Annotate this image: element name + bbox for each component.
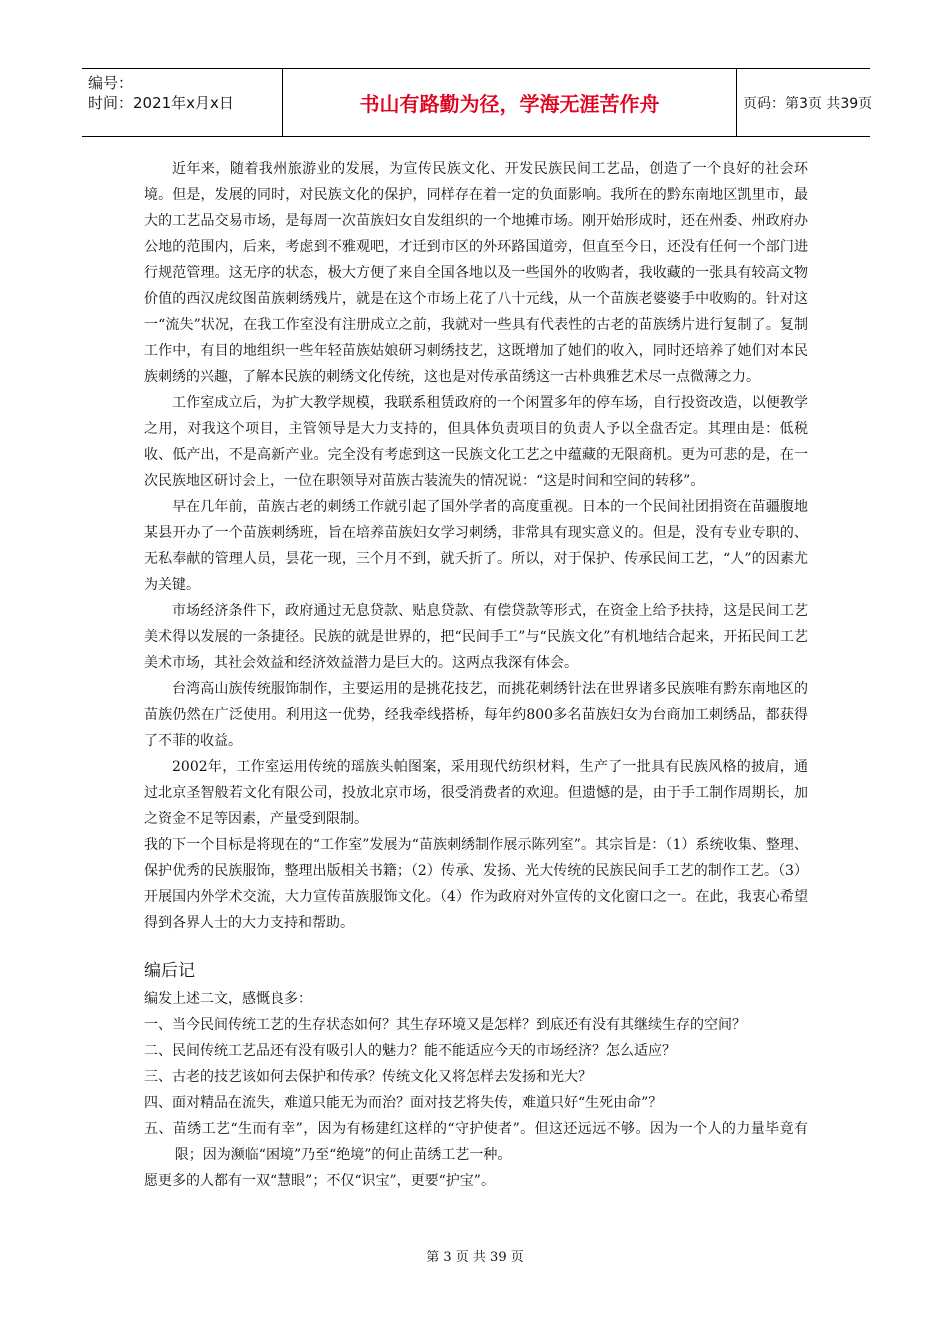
- time-label: 时间：2021年x月x日: [88, 94, 234, 112]
- afterword-item: 五、苗绣工艺“生而有幸”，因为有杨建红这样的“守护使者”。但这还远远不够。因为一个人的力量毕竟有限；因为濒临“困境”乃至“绝境”的何止苗绣工艺一种。: [144, 1121, 808, 1163]
- afterword-item: 一、当今民间传统工艺的生存状态如何？其生存环境又是怎样？到底还有没有其继续生存的空间？: [144, 1017, 746, 1033]
- afterword-item: 三、古老的技艺该如何去保护和传承？传统文化又将怎样去发扬和光大？: [144, 1069, 592, 1085]
- afterword-item: 四、面对精品在流失，难道只能无为而治？面对技艺将失传，难道只好“生死由命”？: [144, 1095, 663, 1111]
- body-paragraph: 近年来，随着我州旅游业的发展，为宣传民族文化、开发民族民间工艺品，创造了一个良好的社会环境。但是，发展的同时，对民族文化的保护，同样存在着一定的负面影响。我所在的黔东南地区凯里市，最大的工艺品交易市场，是每周一次苗族妇女自发组织的一个地摊市场。刚开始形成时，还在州委、州政府办公地的范围内，后来，考虑到不雅观吧，才迁到市区的外环路国道旁，但直至今日，还没有任何一个部门进行规范管理。这无序的状态，极大方便了来自全国各地以及一些国外的收购者，我收藏的一张具有较高文物价值的西汉虎纹图苗族刺绣残片，就是在这个市场上花了八十元线，从一个苗族老婆婆手中收购的。针对这一“流失”状况，在我工作室没有注册成立之前，我就对一些具有代表性的古老的苗族绣片进行复制了。复制工作中，有目的地组织一些年轻苗族姑娘研习刺绣技艺，这既增加了她们的收入，同时还培养了她们对本民族刺绣的兴趣，了解本民族的刺绣文化传统，这也是对传承苗绣这一古朴典雅艺术尽一点微薄之力。: [144, 161, 808, 385]
- body-paragraph: 市场经济条件下，政府通过无息贷款、贴息贷款、有偿贷款等形式，在资金上给予扶持，这是民间工艺美术得以发展的一条捷径。民族的就是世界的，把“民间手工”与“民族文化”有机地结合起来，开拓民间工艺美术市场，其社会效益和经济效益潜力是巨大的。这两点我深有体会。: [144, 603, 808, 671]
- page-footer: 第 3 页 共 39 页: [426, 1250, 524, 1265]
- afterword-intro: 编发上述二文，感慨良多：: [144, 991, 312, 1007]
- afterword-item: 二、民间传统工艺品还有没有吸引人的魅力？能不能适应今天的市场经济？怎么适应？: [144, 1043, 676, 1059]
- page-header: [82, 68, 873, 137]
- number-label: 编号：: [88, 74, 134, 92]
- afterword-closing: 愿更多的人都有一双“慧眼”；不仅“识宝”，更要“护宝”。: [144, 1173, 495, 1189]
- body-paragraph: 我的下一个目标是将现在的“工作室”发展为“苗族刺绣制作展示陈列室”。其宗旨是：（1）系统收集、整理、保护优秀的民族服饰，整理出版相关书籍；（2）传承、发扬、光大传统的民族民间手工艺的制作工艺。（3）开展国内外学术交流，大力宣传苗族服饰文化。（4）作为政府对外宣传的文化窗口之一。在此，我衷心希望得到各界人士的大力支持和帮助。: [144, 837, 808, 931]
- body-paragraph: 台湾高山族传统服饰制作，主要运用的是挑花技艺，而挑花刺绣针法在世界诸多民族唯有黔东南地区的苗族仍然在广泛使用。利用这一优势，经我牵线搭桥，每年约800多名苗族妇女为台商加工刺绣品，都获得了不菲的收益。: [144, 681, 808, 749]
- header-meta: [82, 69, 282, 136]
- afterword-heading: 编后记: [144, 961, 195, 981]
- document-body: [144, 156, 808, 1194]
- header-page-number: 页码：第3页 共39页: [743, 95, 873, 112]
- header-motto: 书山有路勤为径，学海无涯苦作舟: [282, 69, 737, 136]
- body-paragraph: 早在几年前，苗族古老的刺绣工作就引起了国外学者的高度重视。日本的一个民间社团捐资在苗疆腹地某县开办了一个苗族刺绣班，旨在培养苗族妇女学习刺绣，非常具有现实意义的。但是，没有专业专职的、无私奉献的管理人员，昙花一现，三个月不到，就夭折了。所以，对于保护、传承民间工艺，“人”的因素尤为关键。: [144, 499, 808, 593]
- body-paragraph: 2002年，工作室运用传统的瑶族头帕图案，采用现代纺织材料，生产了一批具有民族风格的披肩，通过北京圣智般若文化有限公司，投放北京市场，很受消费者的欢迎。但遗憾的是，由于手工制作周期长，加之资金不足等因素，产量受到限制。: [144, 759, 808, 827]
- body-paragraph: 工作室成立后，为扩大教学规模，我联系租赁政府的一个闲置多年的停车场，自行投资改造，以便教学之用，对我这个项目，主管领导是大力支持的，但具体负责项目的负责人予以全盘否定。其理由是：低税收、低产出，不是高新产业。完全没有考虑到这一民族文化工艺之中蕴藏的无限商机。更为可悲的是，在一次民族地区研讨会上，一位在职领导对苗族古装流失的情况说：“这是时间和空间的转移”。: [144, 395, 808, 489]
